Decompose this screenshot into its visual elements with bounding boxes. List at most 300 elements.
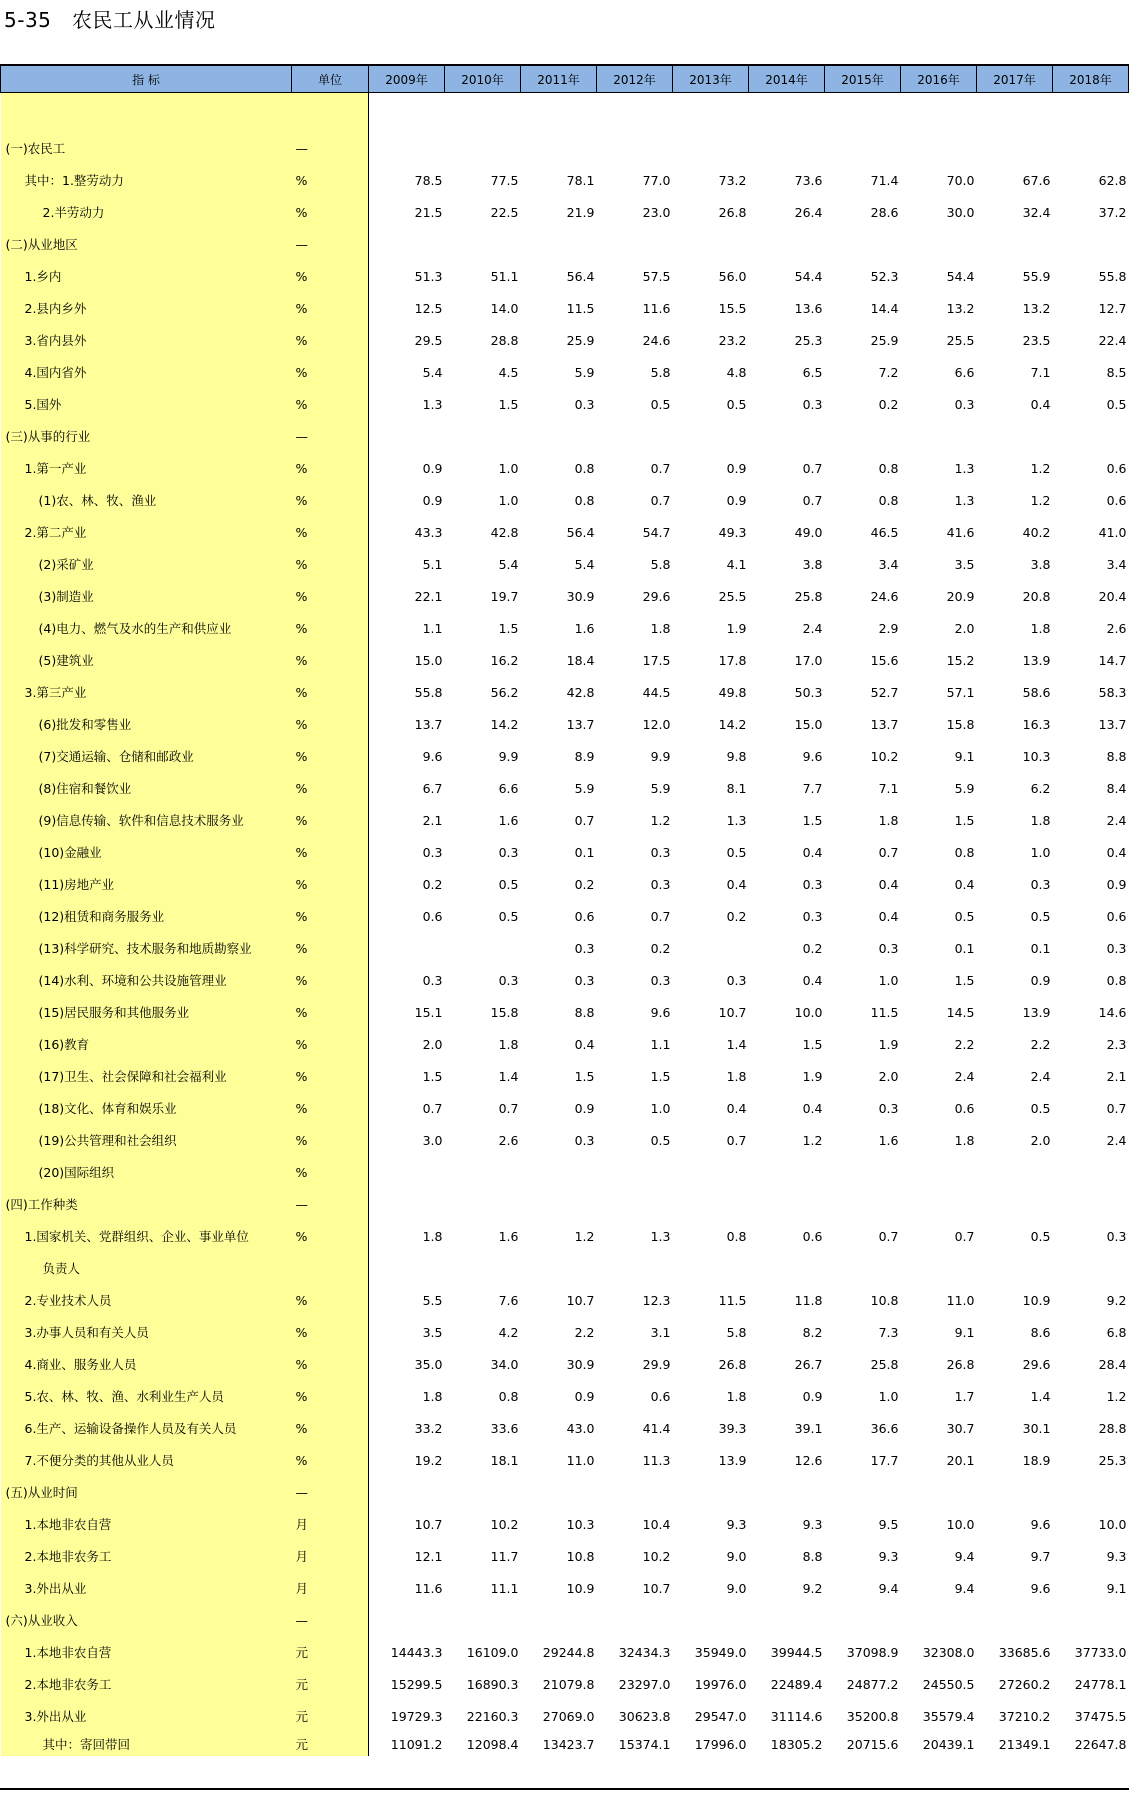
cell-value: 0.2	[574, 876, 595, 892]
cell-value	[597, 1252, 673, 1284]
cell-value: 15374.1	[618, 1736, 671, 1752]
cell-value: 9.5	[878, 1516, 899, 1532]
cell-value	[1053, 1252, 1129, 1284]
cell-value: 0.3	[878, 940, 899, 956]
cell-value: 5.1	[422, 556, 443, 572]
cell-value: 16890.3	[466, 1676, 519, 1692]
cell-value: 0.3	[422, 972, 443, 988]
cell-value: 1.0	[1030, 844, 1051, 860]
table-row	[1, 900, 1129, 932]
cell-value: 46.5	[870, 524, 899, 540]
cell-value: 3.4	[878, 556, 899, 572]
row-label: 3.外出从业	[1, 1700, 292, 1732]
row-unit: 月	[292, 1508, 369, 1540]
cell-value: 15.1	[414, 1004, 443, 1020]
cell-value: 17.7	[870, 1452, 899, 1468]
cell-value: 16.2	[490, 652, 519, 668]
cell-value: 70.0	[946, 172, 975, 188]
cell-value: 8.1	[726, 780, 747, 796]
cell-value: 0.3	[574, 396, 595, 412]
cell-value: 51.1	[490, 268, 519, 284]
cell-value	[521, 1156, 597, 1188]
cell-value: 29547.0	[694, 1708, 747, 1724]
row-unit: %	[292, 868, 369, 900]
table-row	[1, 1700, 1129, 1732]
cell-value	[445, 132, 521, 164]
table-row	[1, 516, 1129, 548]
cell-value: 4.1	[726, 556, 747, 572]
cell-value: 9.9	[650, 748, 671, 764]
row-unit: 月	[292, 1572, 369, 1604]
cell-value: 2.6	[498, 1132, 519, 1148]
cell-value: 13.2	[946, 300, 975, 316]
cell-value: 0.7	[1106, 1100, 1127, 1116]
cell-value: 6.6	[954, 364, 975, 380]
cell-value: 0.9	[574, 1388, 595, 1404]
cell-value: 32434.3	[618, 1644, 671, 1660]
cell-value: 0.9	[574, 1100, 595, 1116]
cell-value	[673, 1156, 749, 1188]
row-unit: %	[292, 676, 369, 708]
cell-value: 52.7	[870, 684, 899, 700]
cell-value: 2.1	[422, 812, 443, 828]
cell-value: 0.6	[1106, 908, 1127, 924]
cell-value: 1.8	[878, 812, 899, 828]
cell-value: 5.9	[574, 364, 595, 380]
cell-value: 1.6	[574, 620, 595, 636]
cell-value	[597, 228, 673, 260]
row-unit: %	[292, 708, 369, 740]
cell-value: 3.5	[422, 1324, 443, 1340]
cell-value	[673, 1188, 749, 1220]
cell-value	[1053, 1604, 1129, 1636]
row-label: 3.第三产业	[1, 676, 292, 708]
cell-value: 0.5	[954, 908, 975, 924]
row-label: 其中：寄回带回	[1, 1732, 292, 1756]
cell-value: 18.9	[1022, 1452, 1051, 1468]
cell-value: 15299.5	[390, 1676, 443, 1692]
cell-value	[749, 132, 825, 164]
cell-value: 17996.0	[694, 1736, 747, 1752]
cell-value	[825, 1156, 901, 1188]
table-row	[1, 420, 1129, 452]
row-unit: %	[292, 196, 369, 228]
cell-value: 14.2	[718, 716, 747, 732]
cell-value	[445, 1604, 521, 1636]
row-unit: %	[292, 996, 369, 1028]
cell-value: 0.3	[1106, 940, 1127, 956]
cell-value	[597, 132, 673, 164]
cell-value: 16.3	[1022, 716, 1051, 732]
cell-value: 52.3	[870, 268, 899, 284]
cell-value: 49.3	[718, 524, 747, 540]
row-label: 1.本地非农自营	[1, 1636, 292, 1668]
cell-value: 20.1	[946, 1452, 975, 1468]
cell-value: 37.2	[1098, 204, 1127, 220]
cell-value: 29.5	[414, 332, 443, 348]
cell-value: 1.5	[422, 1068, 443, 1084]
row-unit: —	[292, 228, 369, 260]
table-row	[1, 1540, 1129, 1572]
cell-value: 0.4	[802, 972, 823, 988]
cell-value	[977, 420, 1053, 452]
row-label: 6.生产、运输设备操作人员及有关人员	[1, 1412, 292, 1444]
cell-value: 0.2	[650, 940, 671, 956]
cell-value: 1.5	[498, 620, 519, 636]
cell-value: 30.9	[566, 1356, 595, 1372]
cell-value: 24877.2	[846, 1676, 899, 1692]
cell-value: 0.5	[1030, 908, 1051, 924]
table-row	[1, 868, 1129, 900]
row-unit: —	[292, 132, 369, 164]
cell-value: 2.2	[954, 1036, 975, 1052]
row-label: (15)居民服务和其他服务业	[1, 996, 292, 1028]
cell-value: 55.8	[414, 684, 443, 700]
row-unit: %	[292, 1380, 369, 1412]
cell-value: 10.2	[642, 1548, 671, 1564]
cell-value: 24.6	[642, 332, 671, 348]
cell-value: 2.9	[878, 620, 899, 636]
cell-value: 0.4	[726, 876, 747, 892]
row-unit: —	[292, 1188, 369, 1220]
cell-value: 30.7	[946, 1420, 975, 1436]
row-label: (20)国际组织	[1, 1156, 292, 1188]
cell-value: 0.2	[878, 396, 899, 412]
cell-value: 0.4	[878, 908, 899, 924]
cell-value: 24550.5	[922, 1676, 975, 1692]
row-unit: 元	[292, 1636, 369, 1668]
row-label: (11)房地产业	[1, 868, 292, 900]
data-table-container	[0, 64, 1129, 1788]
cell-value: 0.3	[498, 972, 519, 988]
cell-value: 1.5	[954, 812, 975, 828]
cell-value	[901, 228, 977, 260]
cell-value: 2.4	[1030, 1068, 1051, 1084]
cell-value: 4.8	[726, 364, 747, 380]
row-unit: %	[292, 452, 369, 484]
row-label: 4.国内省外	[1, 356, 292, 388]
cell-value: 0.4	[954, 876, 975, 892]
cell-value: 6.6	[498, 780, 519, 796]
cell-value: 58.6	[1022, 684, 1051, 700]
cell-value: 0.6	[802, 1228, 823, 1244]
cell-value	[749, 1156, 825, 1188]
cell-value	[521, 1476, 597, 1508]
row-label: 2.专业技术人员	[1, 1284, 292, 1316]
cell-value: 0.6	[422, 908, 443, 924]
cell-value: 21079.8	[542, 1676, 595, 1692]
spacer-row	[1, 93, 1129, 133]
table-row	[1, 996, 1129, 1028]
header-year: 2015年	[825, 65, 901, 93]
row-unit: %	[292, 516, 369, 548]
cell-value	[825, 1252, 901, 1284]
cell-value: 13423.7	[542, 1736, 595, 1752]
row-label: 2.县内乡外	[1, 292, 292, 324]
cell-value: 15.5	[718, 300, 747, 316]
cell-value	[521, 228, 597, 260]
row-unit: %	[292, 484, 369, 516]
row-label: 3.办事人员和有关人员	[1, 1316, 292, 1348]
cell-value: 10.7	[642, 1580, 671, 1596]
cell-value: 25.9	[566, 332, 595, 348]
row-unit: 月	[292, 1540, 369, 1572]
cell-value: 42.8	[490, 524, 519, 540]
row-unit: %	[292, 260, 369, 292]
cell-value: 29.6	[1022, 1356, 1051, 1372]
cell-value: 9.2	[1106, 1292, 1127, 1308]
cell-value	[825, 132, 901, 164]
header-row	[1, 65, 1129, 93]
cell-value: 7.1	[1030, 364, 1051, 380]
cell-value	[749, 1252, 825, 1284]
cell-value: 1.5	[574, 1068, 595, 1084]
row-unit: %	[292, 1060, 369, 1092]
table-row	[1, 1732, 1129, 1756]
header-year: 2018年	[1053, 65, 1129, 93]
cell-value	[369, 420, 445, 452]
row-label: (14)水利、环境和公共设施管理业	[1, 964, 292, 996]
row-unit: %	[292, 1444, 369, 1476]
cell-value: 1.8	[422, 1228, 443, 1244]
cell-value: 39944.5	[770, 1644, 823, 1660]
table-row	[1, 1348, 1129, 1380]
table-row	[1, 1188, 1129, 1220]
cell-value: 11.0	[946, 1292, 975, 1308]
cell-value	[673, 1476, 749, 1508]
row-label: (四)工作种类	[1, 1188, 292, 1220]
cell-value	[597, 1604, 673, 1636]
cell-value: 1.3	[954, 460, 975, 476]
cell-value: 0.5	[498, 876, 519, 892]
row-unit: %	[292, 804, 369, 836]
cell-value: 4.2	[498, 1324, 519, 1340]
cell-value: 10.7	[718, 1004, 747, 1020]
cell-value: 8.8	[802, 1548, 823, 1564]
cell-value: 0.3	[650, 844, 671, 860]
cell-value: 0.4	[802, 1100, 823, 1116]
row-unit: %	[292, 1124, 369, 1156]
row-label: 3.省内县外	[1, 324, 292, 356]
cell-value	[369, 1476, 445, 1508]
cell-value	[673, 932, 749, 964]
cell-value: 26.8	[718, 1356, 747, 1372]
cell-value: 25.3	[1098, 1452, 1127, 1468]
cell-value: 13.7	[566, 716, 595, 732]
row-unit: —	[292, 420, 369, 452]
cell-value: 23297.0	[618, 1676, 671, 1692]
cell-value: 0.5	[650, 1132, 671, 1148]
cell-value	[673, 1604, 749, 1636]
cell-value	[369, 1252, 445, 1284]
cell-value: 12.6	[794, 1452, 823, 1468]
cell-value: 43.3	[414, 524, 443, 540]
cell-value: 0.5	[1030, 1100, 1051, 1116]
cell-value: 12.0	[642, 716, 671, 732]
table-row	[1, 1124, 1129, 1156]
row-unit: %	[292, 1028, 369, 1060]
row-label: (9)信息传输、软件和信息技术服务业	[1, 804, 292, 836]
cell-value	[369, 932, 445, 964]
cell-value: 1.2	[802, 1132, 823, 1148]
cell-value: 56.0	[718, 268, 747, 284]
cell-value: 0.7	[802, 460, 823, 476]
cell-value	[977, 1604, 1053, 1636]
cell-value	[1053, 1476, 1129, 1508]
cell-value: 5.5	[422, 1292, 443, 1308]
cell-value: 15.6	[870, 652, 899, 668]
cell-value: 1.4	[726, 1036, 747, 1052]
cell-value: 39.1	[794, 1420, 823, 1436]
cell-value: 0.5	[498, 908, 519, 924]
row-unit: %	[292, 740, 369, 772]
cell-value: 1.3	[954, 492, 975, 508]
cell-value	[977, 1476, 1053, 1508]
cell-value: 2.4	[1106, 812, 1127, 828]
cell-value: 0.9	[726, 492, 747, 508]
cell-value: 17.8	[718, 652, 747, 668]
cell-value: 0.9	[422, 460, 443, 476]
row-label: 4.商业、服务业人员	[1, 1348, 292, 1380]
cell-value: 37098.9	[846, 1644, 899, 1660]
cell-value: 1.8	[422, 1388, 443, 1404]
table-row	[1, 1092, 1129, 1124]
row-label: (7)交通运输、仓储和邮政业	[1, 740, 292, 772]
cell-value: 3.8	[1030, 556, 1051, 572]
cell-value: 30623.8	[618, 1708, 671, 1724]
row-label: 1.本地非农自营	[1, 1508, 292, 1540]
cell-value: 6.8	[1106, 1324, 1127, 1340]
table-row	[1, 676, 1129, 708]
cell-value: 0.3	[1106, 1228, 1127, 1244]
cell-value: 1.9	[802, 1068, 823, 1084]
table-row	[1, 708, 1129, 740]
row-label: (4)电力、燃气及水的生产和供应业	[1, 612, 292, 644]
table-row	[1, 740, 1129, 772]
cell-value: 15.0	[414, 652, 443, 668]
cell-value: 7.3	[878, 1324, 899, 1340]
cell-value: 1.2	[1030, 460, 1051, 476]
cell-value: 0.7	[498, 1100, 519, 1116]
cell-value	[749, 1188, 825, 1220]
cell-value: 2.0	[954, 620, 975, 636]
row-label: (13)科学研究、技术服务和地质勘察业	[1, 932, 292, 964]
cell-value: 2.6	[1106, 620, 1127, 636]
cell-value: 11.6	[642, 300, 671, 316]
row-label: 2.本地非农务工	[1, 1540, 292, 1572]
cell-value: 2.2	[574, 1324, 595, 1340]
cell-value: 9.0	[726, 1548, 747, 1564]
cell-value: 3.4	[1106, 556, 1127, 572]
cell-value: 1.4	[1030, 1388, 1051, 1404]
cell-value: 0.3	[650, 972, 671, 988]
cell-value: 0.2	[802, 940, 823, 956]
cell-value: 1.5	[802, 812, 823, 828]
cell-value: 9.4	[954, 1548, 975, 1564]
cell-value: 25.8	[794, 588, 823, 604]
cell-value: 0.7	[650, 460, 671, 476]
cell-value	[1053, 132, 1129, 164]
cell-value	[597, 1156, 673, 1188]
cell-value: 1.1	[422, 620, 443, 636]
cell-value: 0.3	[878, 1100, 899, 1116]
table-row	[1, 228, 1129, 260]
cell-value: 19.2	[414, 1452, 443, 1468]
cell-value	[901, 1476, 977, 1508]
cell-value: 9.0	[726, 1580, 747, 1596]
table-row	[1, 132, 1129, 164]
cell-value	[673, 1252, 749, 1284]
row-label: (5)建筑业	[1, 644, 292, 676]
cell-value: 0.7	[726, 1132, 747, 1148]
row-label: (16)教育	[1, 1028, 292, 1060]
header-year: 2017年	[977, 65, 1053, 93]
cell-value: 73.6	[794, 172, 823, 188]
cell-value: 1.5	[498, 396, 519, 412]
cell-value	[445, 1188, 521, 1220]
cell-value: 10.0	[794, 1004, 823, 1020]
cell-value: 13.9	[1022, 1004, 1051, 1020]
cell-value: 78.1	[566, 172, 595, 188]
cell-value: 1.3	[650, 1228, 671, 1244]
cell-value: 21.5	[414, 204, 443, 220]
cell-value: 32308.0	[922, 1644, 975, 1660]
table-row	[1, 164, 1129, 196]
cell-value	[445, 1252, 521, 1284]
row-label: (一)农民工	[1, 132, 292, 164]
table-row	[1, 1476, 1129, 1508]
table-row	[1, 388, 1129, 420]
row-unit: %	[292, 644, 369, 676]
cell-value: 41.0	[1098, 524, 1127, 540]
cell-value: 41.4	[642, 1420, 671, 1436]
cell-value: 24778.1	[1074, 1676, 1127, 1692]
cell-value	[445, 932, 521, 964]
header-year: 2014年	[749, 65, 825, 93]
cell-value: 1.0	[878, 972, 899, 988]
cell-value: 0.6	[954, 1100, 975, 1116]
cell-value: 5.4	[574, 556, 595, 572]
cell-value	[445, 228, 521, 260]
cell-value: 3.8	[802, 556, 823, 572]
cell-value: 27069.0	[542, 1708, 595, 1724]
cell-value: 8.4	[1106, 780, 1127, 796]
cell-value: 21349.1	[998, 1736, 1051, 1752]
cell-value	[825, 1476, 901, 1508]
table-row	[1, 292, 1129, 324]
cell-value: 1.0	[498, 492, 519, 508]
cell-value	[977, 132, 1053, 164]
cell-value: 9.3	[726, 1516, 747, 1532]
cell-value: 14.4	[870, 300, 899, 316]
cell-value: 10.0	[1098, 1516, 1127, 1532]
cell-value: 1.1	[650, 1036, 671, 1052]
row-unit: %	[292, 356, 369, 388]
cell-value: 8.8	[1106, 748, 1127, 764]
row-label: (19)公共管理和社会组织	[1, 1124, 292, 1156]
cell-value: 1.2	[574, 1228, 595, 1244]
cell-value: 29244.8	[542, 1644, 595, 1660]
cell-value: 9.6	[1030, 1516, 1051, 1532]
cell-value: 1.9	[726, 620, 747, 636]
cell-value: 56.2	[490, 684, 519, 700]
cell-value: 6.2	[1030, 780, 1051, 796]
row-unit: %	[292, 1348, 369, 1380]
cell-value: 8.9	[574, 748, 595, 764]
cell-value: 25.9	[870, 332, 899, 348]
row-label: 1.乡内	[1, 260, 292, 292]
cell-value: 15.8	[946, 716, 975, 732]
